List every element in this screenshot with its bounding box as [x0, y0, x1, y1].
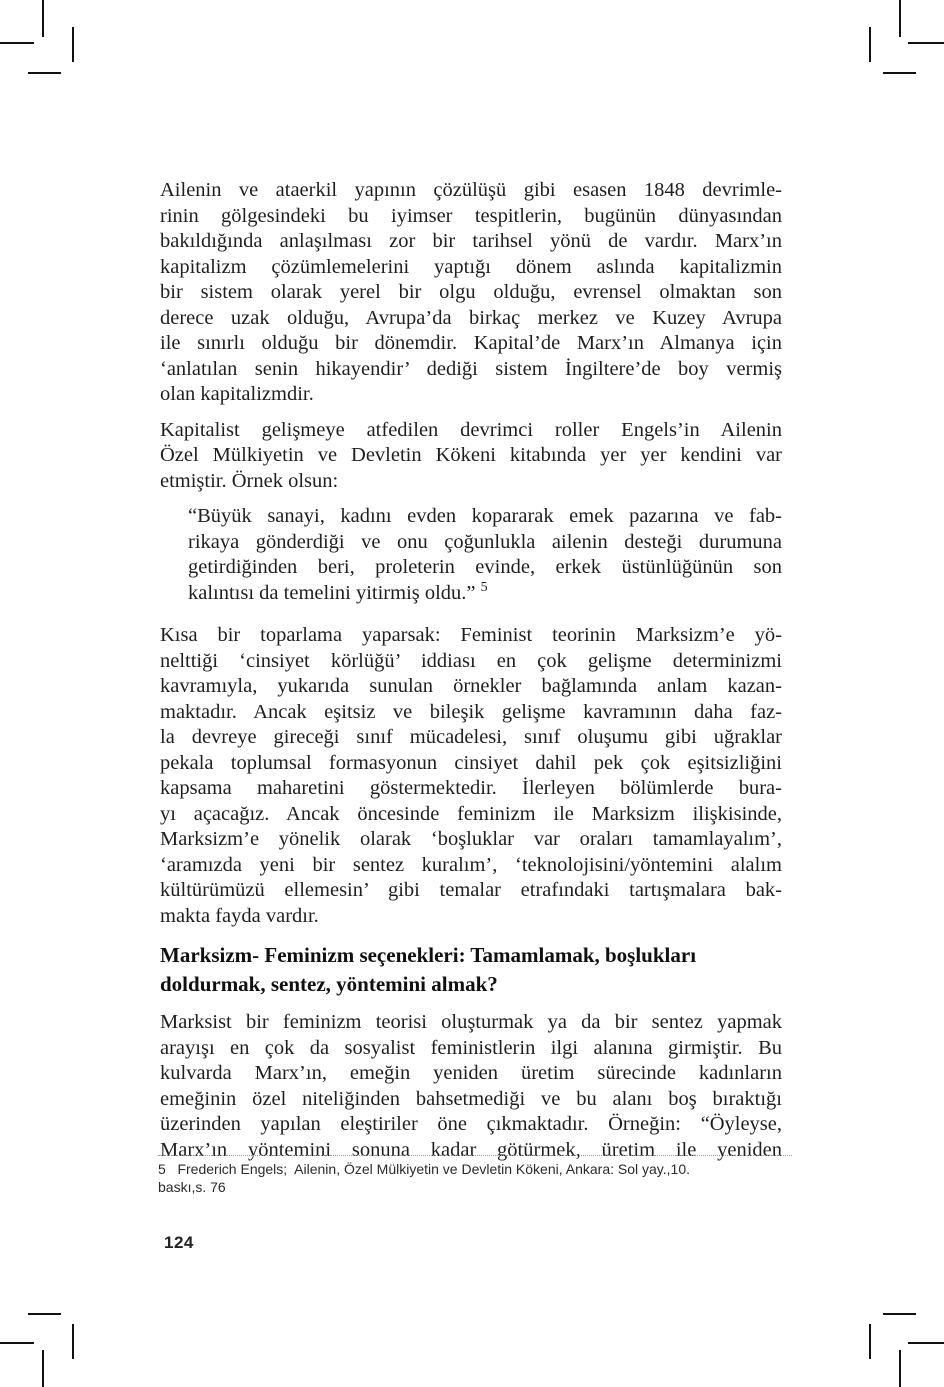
- text-line: baskı,s. 76: [158, 1178, 226, 1195]
- text-line: pekala toplumsal formasyonun cinsiyet dahil pek çok eşitsizliğini: [160, 751, 782, 774]
- text-line: getirdiğinden beri, proleterin evinde, erkek üstünlüğünün son: [188, 556, 782, 578]
- text-line: bir sistem olarak yerel bir olgu olduğu, evrensel olmaktan son: [160, 281, 782, 303]
- crop-mark-bottom-right-horizontal-inner: [883, 1313, 916, 1315]
- footnote: [158, 1155, 792, 1196]
- text-line: rikaya gönderdiği ve onu çoğunlukla ailenin desteği durumuna: [188, 530, 782, 553]
- paragraph-1: [160, 178, 782, 408]
- footnote-separator-rule: [158, 1155, 792, 1156]
- text-line: Marksizm- Feminizm seçenekleri: Tamamlamak, boşlukları: [160, 943, 697, 967]
- text-line: ‘anlatılan senin hikayendir’ dediği sistem İngiltere’de boy vermiş: [160, 357, 782, 380]
- text-line: Özel Mülkiyetin ve Devletin Kökeni kitabında yer yer kendini var: [160, 444, 782, 466]
- crop-mark-top-left-horizontal-outer: [0, 42, 34, 44]
- crop-mark-top-right-horizontal-inner: [883, 72, 916, 74]
- text-line: yı açacağız. Ancak öncesinde feminizm ile Marksizm ilişkisinde,: [160, 802, 782, 825]
- crop-mark-top-right-horizontal-outer: [908, 42, 944, 44]
- crop-mark-bottom-right-horizontal-outer: [908, 1342, 944, 1344]
- crop-mark-bottom-right-vertical-outer: [899, 1350, 901, 1387]
- text-line: “Büyük sanayi, kadını evden kopararak emek pazarına ve fab-: [188, 505, 782, 527]
- crop-mark-top-left-horizontal-inner: [28, 72, 61, 74]
- text-line: Marksizm’e yönelik olarak ‘boşluklar var oraları tamamlayalım’,: [160, 828, 782, 850]
- text-line: maktadır. Ancak eşitsiz ve bileşik gelişme kavramının daha faz-: [160, 700, 782, 723]
- paragraph-4: [160, 1010, 782, 1163]
- text-line: arayışı en çok da sosyalist feministlerin ilgi alanına girmiştir. Bu: [160, 1036, 782, 1059]
- text-line: bakıldığında anlaşılması zor bir tarihsel yönü de vardır. Marx’ın: [160, 230, 782, 252]
- text-line: derece uzak olduğu, Avrupa’da birkaç merkez ve Kuzey Avrupa: [160, 306, 782, 329]
- crop-mark-top-left-vertical-inner: [72, 27, 74, 62]
- paragraph-2: [160, 418, 782, 495]
- text-line: kapitalizm çözümlemelerini yaptığı dönem aslında kapitalizmin: [160, 255, 782, 278]
- footnote-text: [158, 1161, 792, 1196]
- crop-mark-bottom-right-vertical-inner: [869, 1324, 871, 1359]
- text-line: ile sınırlı olduğu bir dönemdir. Kapital’de Marx’ın Almanya için: [160, 332, 782, 354]
- crop-mark-top-left-vertical-outer: [42, 0, 44, 37]
- text-line: rinin gölgesindeki bu iyimser tespitlerin, bugünün dünyasından: [160, 204, 782, 227]
- text-line: la devreye gireceği sınıf mücadelesi, sınıf oluşumu gibi uğraklar: [160, 726, 782, 748]
- section-heading: [160, 941, 782, 999]
- text-line: ‘aramızda yeni bir sentez kuralım’, ‘teknolojisini/yöntemini alalım: [160, 853, 782, 876]
- text-line: kavramıyla, yukarıda sunulan örnekler bağlamında anlam kazan-: [160, 675, 782, 697]
- text-line: nelttiği ‘cinsiyet körlüğü’ iddiası en çok gelişme determinizmi: [160, 649, 782, 672]
- page-number: 124: [164, 1233, 194, 1252]
- crop-mark-top-right-vertical-inner: [869, 27, 871, 62]
- text-line: Kısa bir toparlama yaparsak: Feminist teorinin Marksizm’e yö-: [160, 624, 782, 646]
- paragraph-3: [160, 623, 782, 929]
- text-line: kültürümüzü ellemesin’ gibi temalar etrafındaki tartışmalara bak-: [160, 879, 782, 901]
- crop-mark-bottom-left-horizontal-inner: [28, 1313, 61, 1315]
- text-column: [160, 178, 782, 1173]
- crop-mark-top-right-vertical-outer: [899, 0, 901, 37]
- text-line: olan kapitalizmdir.: [160, 383, 314, 405]
- crop-mark-bottom-left-horizontal-outer: [0, 1342, 34, 1344]
- text-line: etmiştir. Örnek olsun:: [160, 469, 339, 492]
- footnote-reference: 5: [480, 579, 489, 595]
- text-line: kalıntısı da temelini yitirmiş oldu.” $^5$: [188, 579, 489, 604]
- text-line: Kapitalist gelişmeye atfedilen devrimci roller Engels’in Ailenin: [160, 418, 782, 441]
- crop-mark-bottom-left-vertical-outer: [42, 1350, 44, 1387]
- text-line: kapsama maharetini göstermektedir. İlerleyen bölümlerde bura-: [160, 777, 782, 799]
- text-line: emeğinin özel niteliğinden bahsetmediği ve bu alanı boş bıraktığı: [160, 1087, 782, 1110]
- text-line: üzerinden yapılan eleştiriler öne çıkmaktadır. Örneğin: “Öyleyse,: [160, 1113, 782, 1135]
- text-line: makta fayda vardır.: [160, 904, 319, 927]
- block-quote: [160, 504, 782, 606]
- text-line: doldurmak, sentez, yöntemini almak?: [160, 972, 498, 996]
- text-line: kulvarda Marx’ın, emeğin yeniden üretim sürecinde kadınların: [160, 1062, 782, 1084]
- text-line: Marx’ın yöntemini sonuna kadar götürmek, üretim ile yeniden: [160, 1138, 782, 1161]
- text-line: Ailenin ve ataerkil yapının çözülüşü gibi esasen 1848 devrimle-: [160, 179, 782, 201]
- text-line: Marksist bir feminizm teorisi oluşturmak ya da bir sentez yapmak: [160, 1011, 782, 1033]
- text-line: 5 Frederich Engels; Ailenin, Özel Mülkiyetin ve Devletin Kökeni, Ankara: Sol yay.,10.: [158, 1161, 690, 1177]
- crop-mark-bottom-left-vertical-inner: [72, 1324, 74, 1359]
